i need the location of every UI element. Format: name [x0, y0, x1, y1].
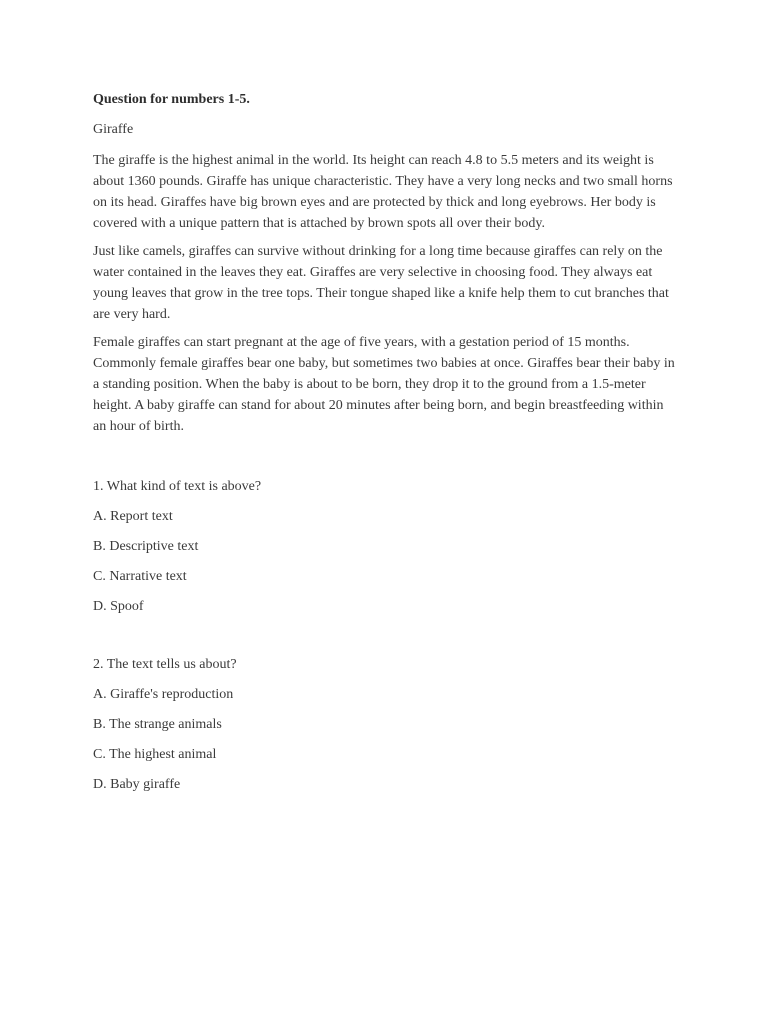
question-text: 1. What kind of text is above?: [93, 479, 262, 494]
question-2: [93, 655, 678, 795]
option-a: A. Giraffe's reproduction: [93, 687, 234, 702]
paragraph-description: The giraffe is the highest animal in the world. Its height can reach 4.8 to 5.5 meters and its weight is about 1360 pounds. Giraffe has unique characteristic. They have a very long necks and two small horns on its head. Giraffes have big brown eyes and are protected by thick and long eyebrows. Her body is covered with a unique pattern that is attached by brown spots all over their body.: [93, 153, 673, 231]
document-page: [93, 90, 678, 833]
option-d: D. Baby giraffe: [93, 777, 181, 792]
text-title: Giraffe: [93, 122, 134, 137]
option-c: C. Narrative text: [93, 569, 187, 584]
questions-section: [93, 477, 678, 795]
option-b: B. Descriptive text: [93, 539, 199, 554]
option-d: D. Spoof: [93, 599, 144, 614]
option-b: B. The strange animals: [93, 717, 222, 732]
question-1: [93, 477, 678, 617]
section-heading: Question for numbers 1-5.: [93, 92, 250, 107]
paragraph-eating: Just like camels, giraffes can survive without drinking for a long time because giraffes can rely on the water contained in the leaves they eat. Giraffes are very selective in choosing food. They always eat young leaves that grow in the tree tops. Their tongue shaped like a knife help them to cut branches that are very hard.: [93, 244, 669, 322]
option-c: C. The highest animal: [93, 747, 217, 762]
paragraph-reproduction: Female giraffes can start pregnant at the age of five years, with a gestation period of 15 months. Commonly female giraffes bear one baby, but sometimes two babies at once. Giraffes bear their baby in a standing position. When the baby is about to be born, they drop it to the ground from a 1.5-meter height. A baby giraffe can stand for about 20 minutes after being born, and begin breastfeeding within an hour of birth.: [93, 335, 675, 434]
option-a: A. Report text: [93, 509, 173, 524]
question-text: 2. The text tells us about?: [93, 657, 237, 672]
